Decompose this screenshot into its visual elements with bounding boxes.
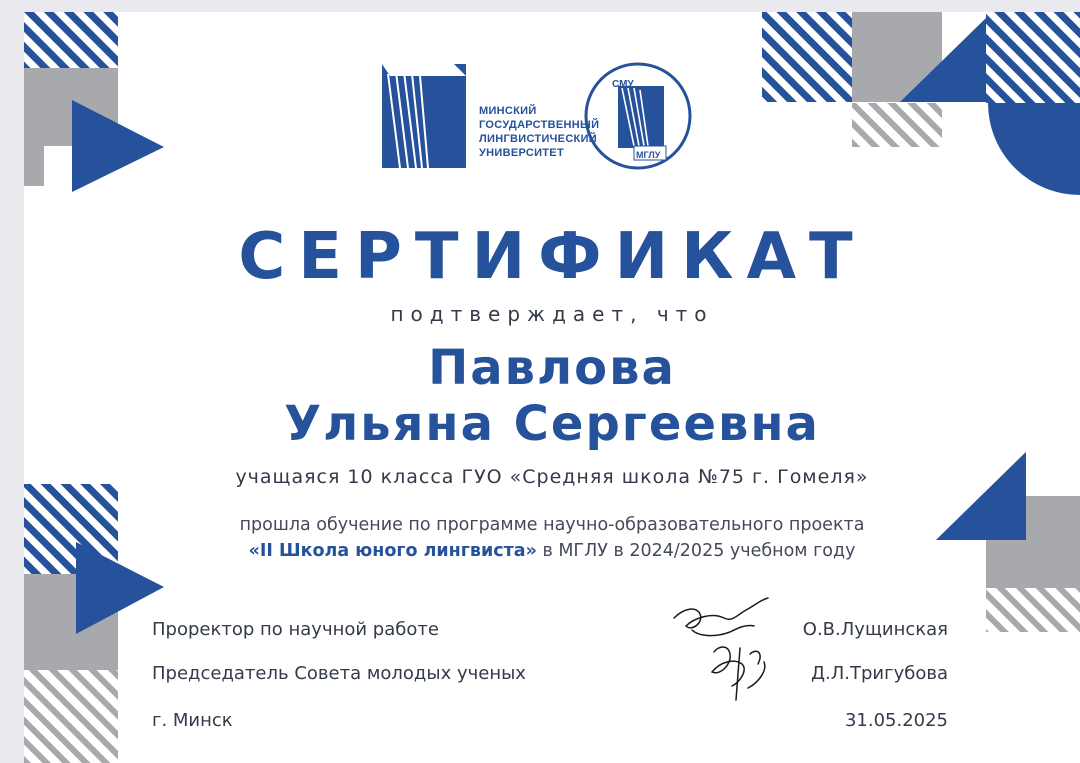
program-name: «II Школа юного лингвиста» <box>248 541 537 561</box>
university-logo-icon <box>382 64 466 168</box>
university-name-line: ЛИНГВИСТИЧЕСКИЙ <box>479 133 597 145</box>
university-name-line: УНИВЕРСИТЕТ <box>479 147 564 159</box>
city: г. Минск <box>152 710 233 731</box>
signature-icon <box>674 598 768 700</box>
signatory-position: Председатель Совета молодых ученых <box>152 663 526 684</box>
signatory-position: Проректор по научной работе <box>152 619 439 640</box>
program-period: в МГЛУ в 2024/2025 учебном году <box>536 541 856 561</box>
certificate-title: СЕРТИФИКАТ <box>238 220 866 294</box>
recipient-surname: Павлова <box>428 340 676 396</box>
program-line: прошла обучение по программе научно-образовательного проекта <box>239 515 865 535</box>
university-name-line: ГОСУДАРСТВЕННЫЙ <box>479 119 600 131</box>
university-name-line: МИНСКИЙ <box>479 105 537 117</box>
confirms-text: подтверждает, что <box>390 302 714 326</box>
student-info: учащаяся 10 класса ГУО «Средняя школа №75 г. Гомеля» <box>235 466 869 488</box>
signatory-name: О.В.Лущинская <box>802 619 948 640</box>
signatory-name: Д.Л.Тригубова <box>810 663 948 684</box>
certificate-sheet <box>24 12 1080 763</box>
recipient-given-names: Ульяна Сергеевна <box>284 396 820 452</box>
program-details <box>24 541 1080 561</box>
council-logo-bottom-text: МГЛУ <box>636 150 661 160</box>
university-name <box>479 104 599 160</box>
issue-date: 31.05.2025 <box>844 710 948 731</box>
council-logo-top-text: СМУ <box>612 79 634 90</box>
